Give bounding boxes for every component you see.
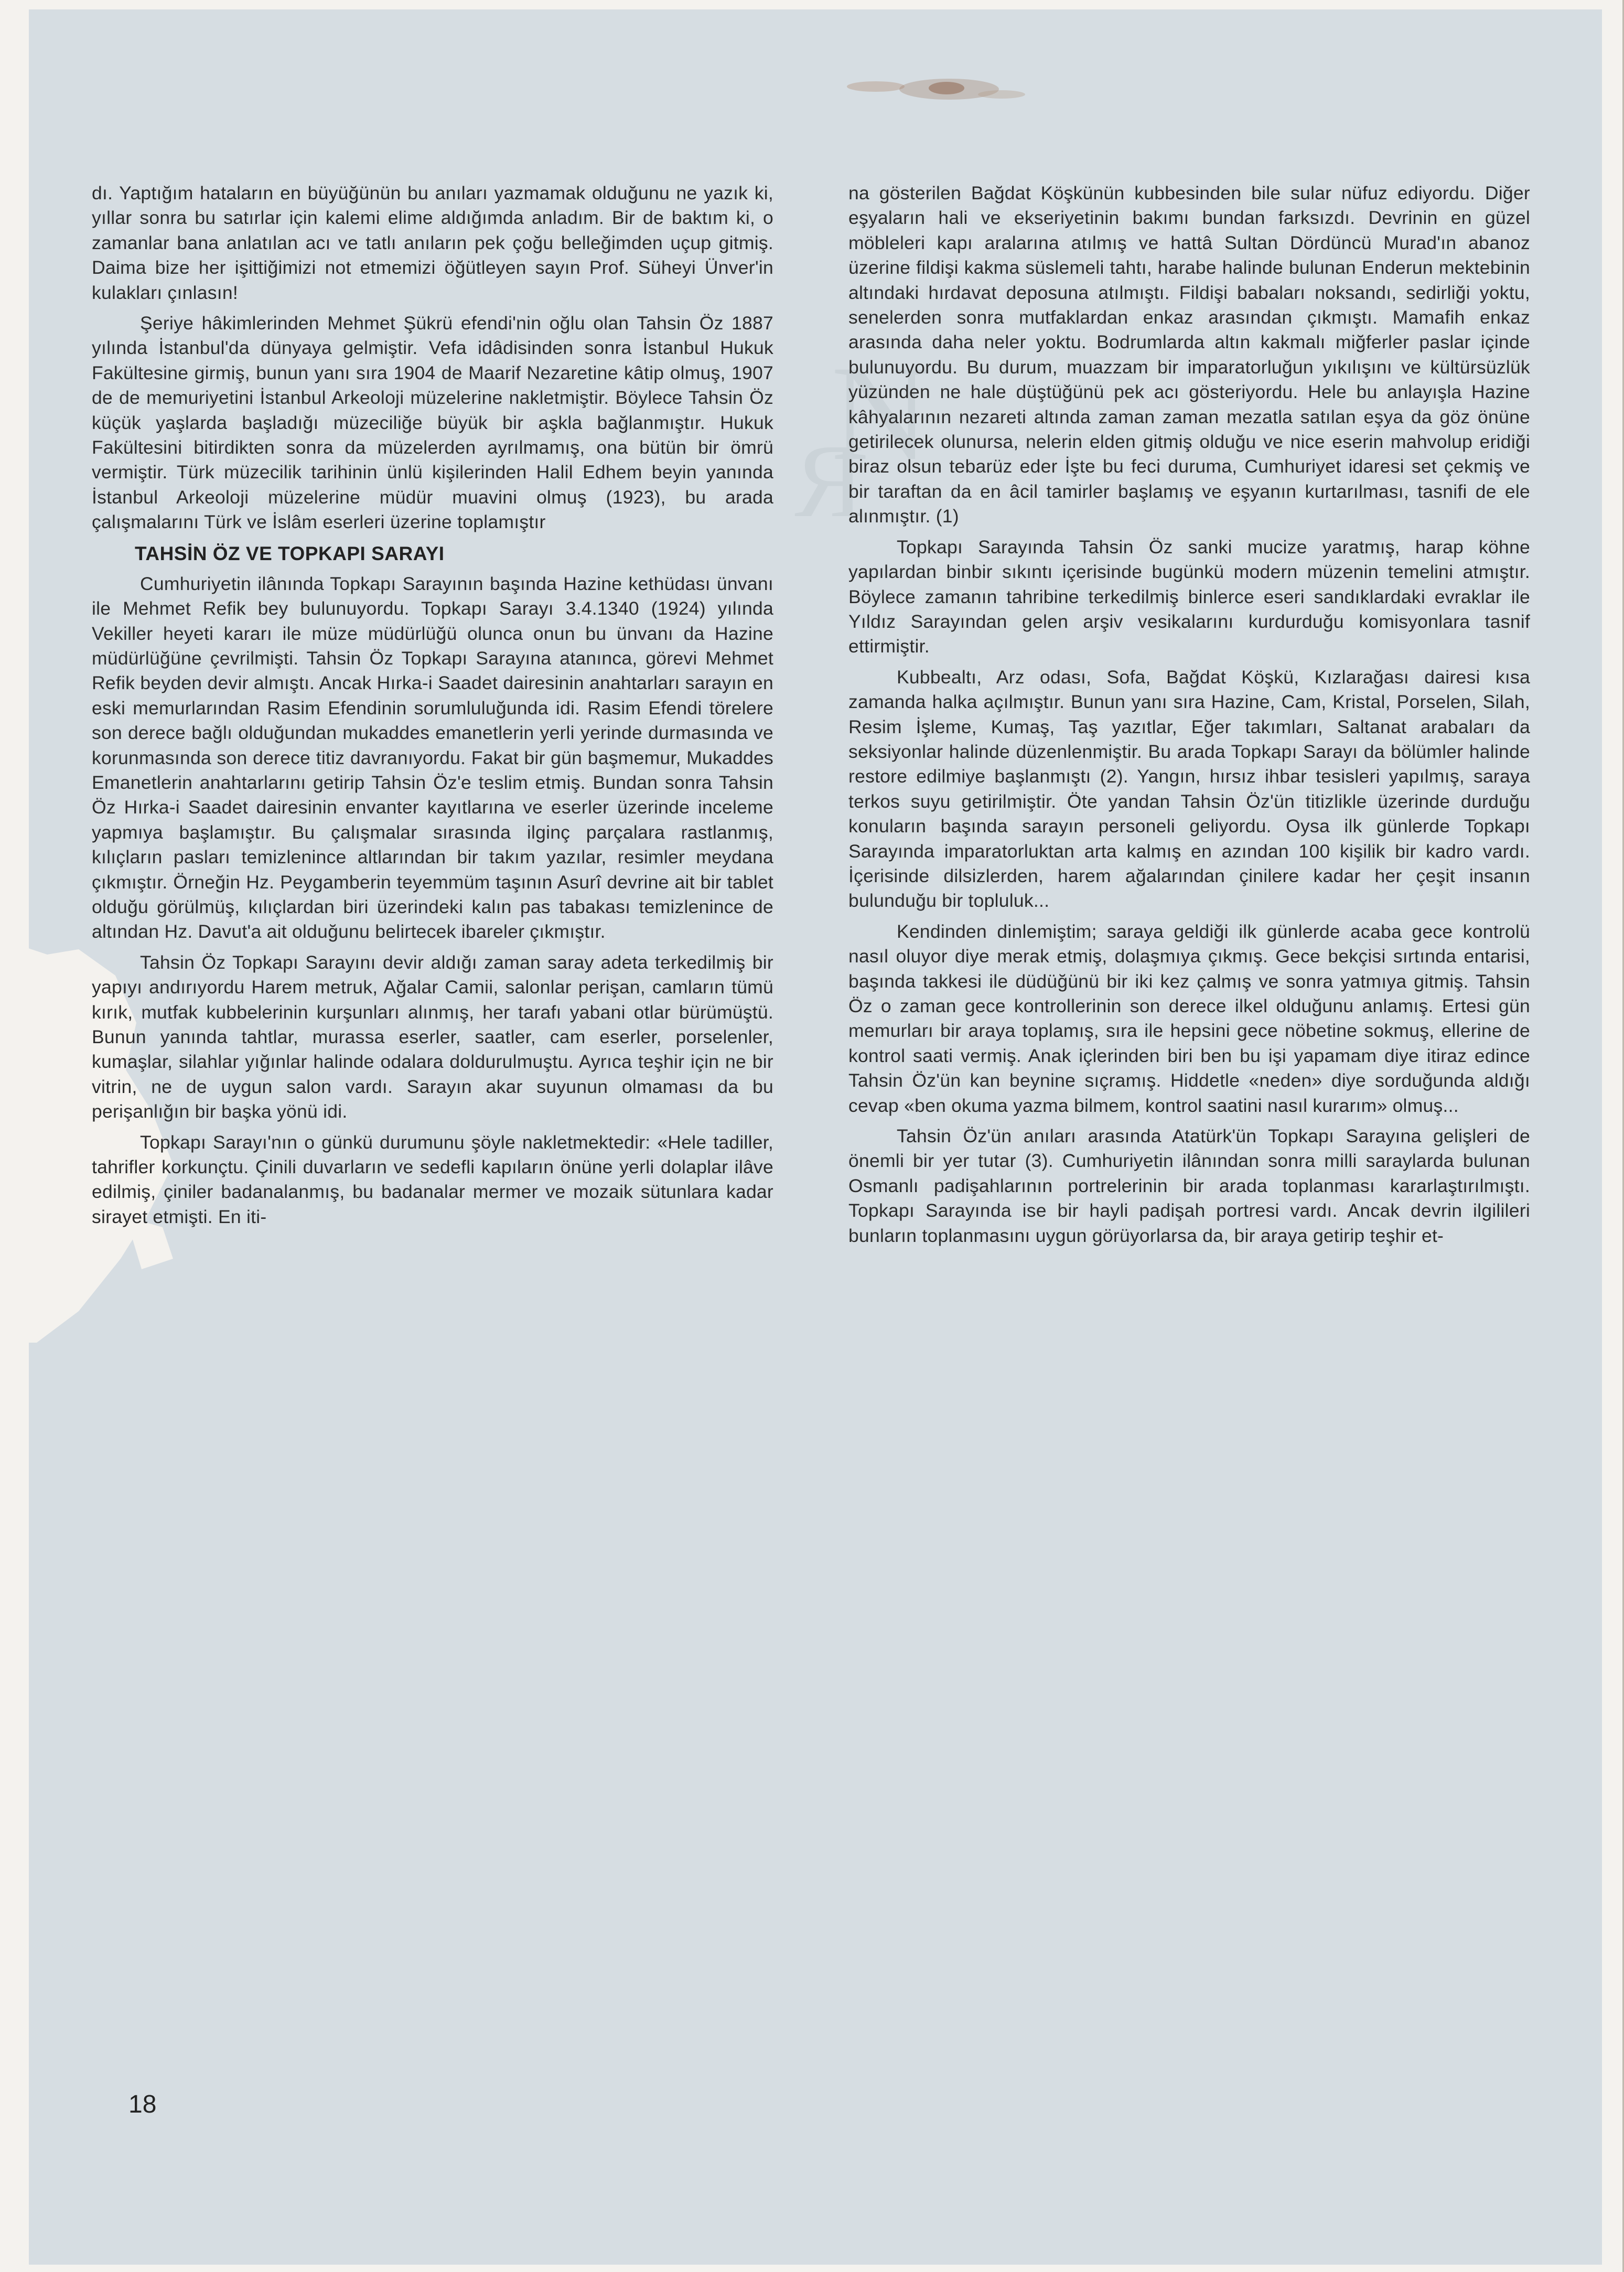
body-paragraph: Tahsin Öz'ün anıları arasında Atatürk'ün Topkapı Sarayına gelişleri de önemli bir yer tutar (3). Cumhuriyetin ilânından sonra milli saraylarda bulunan Osmanlı padişahlarının portrelerinin bir arada toplanması kararlaştırılmıştı. Topkapı Sarayında ise bir hayli padişah portresi vardı. Ancak devrin ilgilileri bunların toplanmasını uygun görüyorlarsa da, bir araya getirip teşhir et- xyxy=(848,1126,1530,1246)
body-paragraph: Tahsin Öz Topkapı Sarayını devir aldığı zaman saray adeta terkedilmiş bir yapıyı andırıyordu Harem metruk, Ağalar Camii, salonlar perişan, camların tümü kırık, mutfak kubbelerinin kurşunları alınmış, her tarafı yabani otlar bürümüştü. Bunun yanında tahtlar, murassa eserler, saatler, cam eserler, porselenler, kumaşlar, silahlar yığınlar halinde odalara doldurulmuştu. Ayrıca teşhir için ne bir vitrin, ne de uygun salon vardı. Sarayın akar suyunun olmaması da bu perişanlığın bir başka yönü idi. xyxy=(92,951,773,1122)
body-paragraph: Topkapı Sarayında Tahsin Öz sanki mucize yaratmış, harap köhne yapılardan binbir sıkıntı içerisinde bugünkü modern müzenin temelini atmıştır. Böylece zamanın tahribine terkedilmiş binlerce eseri sandıklardaki evraklar ile Yıldız Sarayından gelen arşiv vesikalarını kurdurduğu komisyonlara tasnif ettirmiştir. xyxy=(848,536,1530,657)
body-paragraph: Kendinden dinlemiştim; saraya geldiği ilk günlerde acaba gece kontrolü nasıl oluyor diye merak etmiş, dolaşmıya çıkmış. Gece bekçisi sırtında entarisi, başında takkesi ile düdüğünü bir iki kez çalmış ve sonra yatmıya gitmiş. Tahsin Öz o zaman gece kontrollerinin son derece ilkel olduğunu anlamış. Ertesi gün memurları bir araya toplamış, sıra ile hepsini gece nöbetine sokmuş, ellerine de kontrol saati vermiş. Anak içlerinden biri ben bu işi yapamam diye itiraz edince Tahsin Öz'ün kan beynine sıçramış. Hiddetle «neden» diye sorduğunda aldığı cevap «ben okuma yazma bilmem, kontrol saatini nasıl kurarım» olmuş... xyxy=(848,920,1530,1116)
body-paragraph: Cumhuriyetin ilânında Topkapı Sarayının başında Hazine kethüdası ünvanı ile Mehmet Refik bey bulunuyordu. Topkapı Sarayı 3.4.1340 (1924) yılında Vekiller heyeti kararı ile müze müdürlüğü olunca onun bu ünvanı da Hazine müdürlüğüne çevrilmişti. Tahsin Öz Topkapı Sarayına atanınca, görevi Mehmet Refik beyden devir almıştı. Ancak Hırka-i Saadet dairesinin anahtarları sarayın en eski memurlarından Rasim Efendinin sorumluluğunda idi. Rasim Efendi törelere son derece bağlı olduğundan mukaddes emanetlerin yerli yerinde durmasında ve korunmasında son derece titiz davranıyordu. Fakat bir gün başmemur, Mukaddes Emanetlerin anahtarlarını getirip Tahsin Öz'e teslim etmiş. Bundan sonra Tahsin Öz Hırka-i Saadet dairesinin envanter kayıtlarına ve eserler üzerinde inceleme yapmıya başlamıştır. Bu çalışmalar sırasında ilginç parçalara rastlanmış, kılıçların pasları temizlenince altlarından bir takım yazılar, resimler meydana çıkmıştır. Örneğin Hz. Peygamberin teyemmüm taşının Asurî devrine ait bir tablet olduğu görülmüş, kılıçlardan biri üzerindeki kalın pas tabakası temizlenince de altından Hz. Davut'a ait olduğunu belirtecek ibareler çıkmıştır. xyxy=(92,573,773,942)
bleed-through-letters: N xyxy=(831,338,930,489)
body-paragraph: Kubbealtı, Arz odası, Sofa, Bağdat Köşkü, Kızlarağası dairesi kısa zamanda halka açılmıştır. Bunun yanı sıra Hazine, Cam, Kristal, Porselen, Silah, Resim İşleme, Kumaş, Taş yazıtlar, Eğer takımları, Saltanat arabaları da seksiyonlar halinde düzenlenmiştir. Bu arada Topkapı Sarayı da bölümler halinde restore edilmiye başlanmıştı (2). Yangın, hırsız ihbar tesisleri yapılmış, saraya terkos suyu getirilmiştir. Öte yandan Tahsin Öz'ün titizlikle üzerinde durduğu konuların başında sarayın personeli geliyordu. Oysa ilk günlerde Topkapı Sarayında imparatorluktan arta kalmış en azından 100 kişilik bir kadro vardı. İçerisinde dilsizlerden, harem ağalarından çinilere kadar her çeşit insanın bulunduğu bir topluluk... xyxy=(848,666,1530,912)
body-paragraph: Topkapı Sarayı'nın o günkü durumunu şöyle nakletmektedir: «Hele tadiller, tahrifler korkunçtu. Çinili duvarların ve sedefli kapıların önüne yerli dolaplar ilâve edilmiş, çiniler badanalanmış, bu badanalar mermer ve mozaik sütunlara kadar sirayet etmişti. En iti- xyxy=(92,1131,773,1227)
body-paragraph: na gösterilen Bağdat Köşkünün kubbesinden bile sular nüfuz ediyordu. Diğer eşyaların hali ve ekseriyetinin bakımı bundan farksızdı. Devrinin en güzel möbleleri kapı aralarına atılmış ve hattâ Sultan Dördüncü Murad'ın abanoz üzerine fildişi kakma süslemeli tahtı, harabe halinde bulunan Enderun mektebinin altındaki hırdavat deposuna atılmıştı. Fildişi babaları noksandı, sedirliği yoktu, senelerden sonra mutfaklardan enkaz arasından çıkmıştı. Mamafih enkaz arasında daha neler yoktu. Bodrumlarda altın kakmalı miğferler paslar içinde bulunuyordu. Bu durum, muazzam bir imparatorluğun yıkılışını ve kültürsüzlük yüzünden ne hale düştüğünü pek acı gösteriyordu. Hele bu anlayışla Hazine kâhyalarının nezareti altında zaman zaman mezatla satılan eşya da göz önüne getirilecek olunursa, nelerin elden gitmiş olduğu ve nice eserin mahvolup eridiği biraz olsun tebarüz eder İşte bu feci duruma, Cumhuriyet idaresi set çekmiş ve bir taraftan da en âcil tamirler başlamış ve eşyanın kurtarılması, tasnifi de ele alınmıştır. (1) xyxy=(848,183,1530,527)
stain-mark xyxy=(829,58,1049,115)
bleed-through-letters-2: Я xyxy=(794,423,865,539)
right-column xyxy=(848,181,1530,1254)
section-heading: TAHSİN ÖZ VE TOPKAPI SARAYI xyxy=(135,542,445,564)
body-paragraph: Şeriye hâkimlerinden Mehmet Şükrü efendi'nin oğlu olan Tahsin Öz 1887 yılında İstanbul'da dünyaya gelmiştir. Vefa idâdisinden sonra İstanbul Hukuk Fakültesine girmiş, bunun yanı sıra 1904 de Maarif Nezaretine kâtip olmuş, 1907 de de memuriyetini İstanbul Arkeoloji müzelerine nakletmiştir. Böylece Tahsin Öz küçük yaşlarda başladığı müzeciliğe büyük bir aşkla bağlanmıştır. Hukuk Fakültesini bitirdikten sonra da müzelerden ayrılmamış, ona bütün bir ömrü vermiştir. Türk müzecilik tarihinin ünlü kişilerinden Halil Edhem beyin yanında İstanbul Arkeoloji müzelerine müdür muavini olmuş (1923), bu arada çalışmalarını Türk ve İslâm eserleri üzerine toplamıştır xyxy=(92,313,773,533)
left-column xyxy=(92,181,773,1235)
body-paragraph: dı. Yaptığım hataların en büyüğünün bu anıları yazmamak olduğunu ne yazık ki, yıllar sonra bu satırlar için kalemi elime aldığımda anladım. Bir de baktım ki, o zamanlar bana anlatılan acı ve tatlı anıların pek çoğu belleğimden uçup gitmiş. Daima bize her işittiğimizi not etmemizi öğütleyen sayın Prof. Süheyi Ünver'in kulakları çınlasın! xyxy=(92,183,773,303)
page-number: 18 xyxy=(128,2091,157,2118)
